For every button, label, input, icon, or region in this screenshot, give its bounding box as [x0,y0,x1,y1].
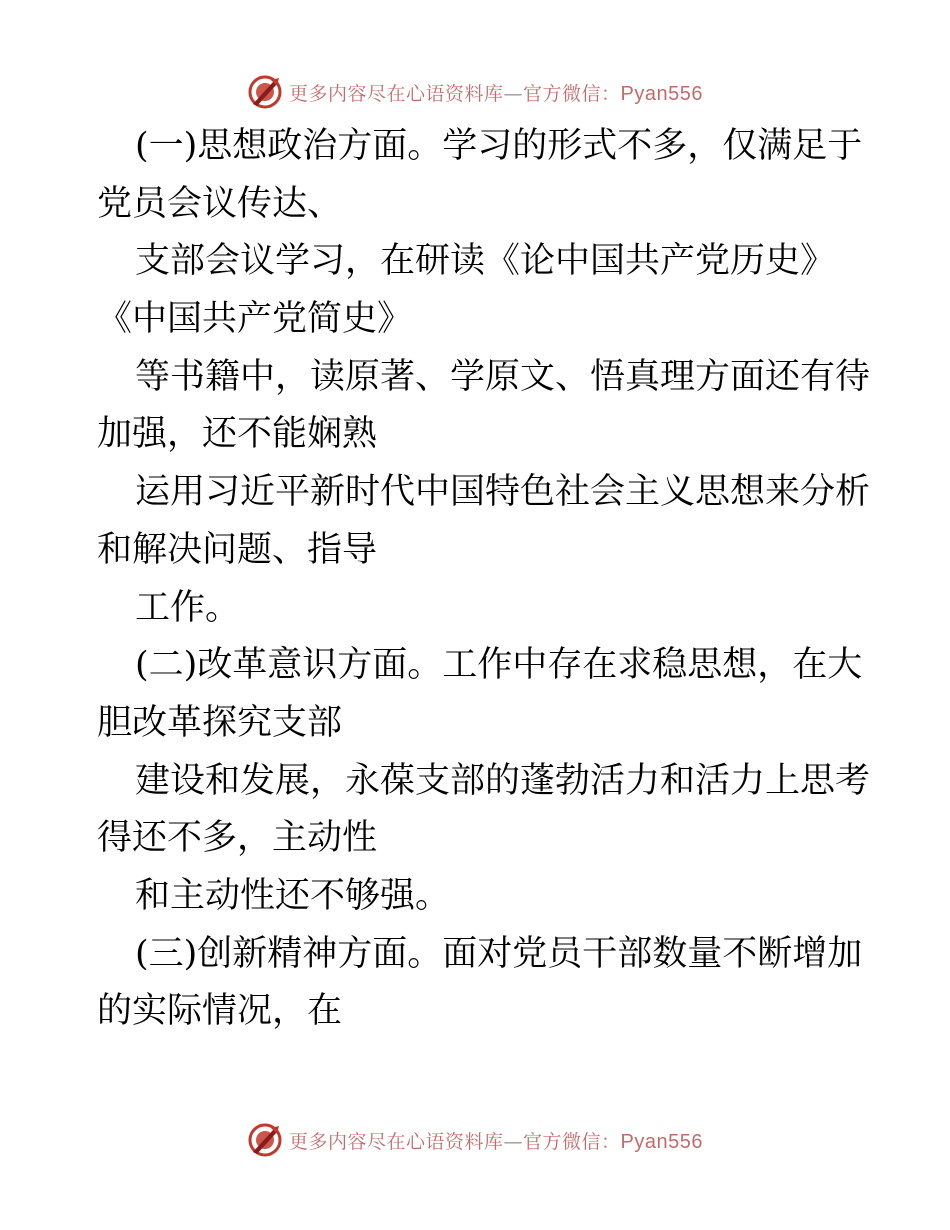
text-line: 和解决问题、指导 [97,529,378,570]
text-line: 的实际情况，在 [97,991,343,1032]
footer-watermark [0,1120,950,1160]
text-line: 党员会议传达、 [97,183,343,224]
watermark-text [289,79,703,106]
text-line: (三)创新精神方面。面对党员干部数量不断增加 [135,933,863,974]
text-line: 胆改革探究支部 [97,702,343,743]
header-watermark [0,72,950,112]
text-line: 工作。 [135,587,241,628]
watermark-site: 更多内容尽在心语资料库 [289,1130,504,1153]
watermark-wechat-label: 官方微信： [523,82,621,105]
quill-pen-logo-icon [247,1122,283,1158]
watermark-dash: — [503,1130,524,1153]
watermark-text [289,1127,703,1154]
quill-pen-logo-icon [247,74,283,110]
text-line: 支部会议学习，在研读《论中国共产党历史》 [135,241,836,282]
text-line: (二)改革意识方面。工作中存在求稳思想，在大 [135,645,863,686]
text-line: 加强，还不能娴熟 [97,414,378,455]
watermark-wechat-id: Pyan556 [620,1130,703,1153]
watermark-wechat-label: 官方微信： [523,1130,621,1153]
watermark-dash: — [503,82,524,105]
text-line: 运用习近平新时代中国特色社会主义思想来分析 [135,472,871,513]
text-line: 和主动性还不够强。 [135,875,451,916]
text-line: 得还不多，主动性 [97,818,378,859]
text-line: (一)思想政治方面。学习的形式不多，仅满足于 [135,126,863,166]
document-body [97,118,871,1041]
text-line: 建设和发展，永葆支部的蓬勃活力和活力上思考 [135,760,871,801]
watermark-site: 更多内容尽在心语资料库 [289,82,504,105]
watermark-wechat-id: Pyan556 [620,82,703,105]
text-line: 《中国共产党简史》 [97,299,413,340]
text-line: 等书籍中，读原著、学原文、悟真理方面还有待 [135,356,871,397]
